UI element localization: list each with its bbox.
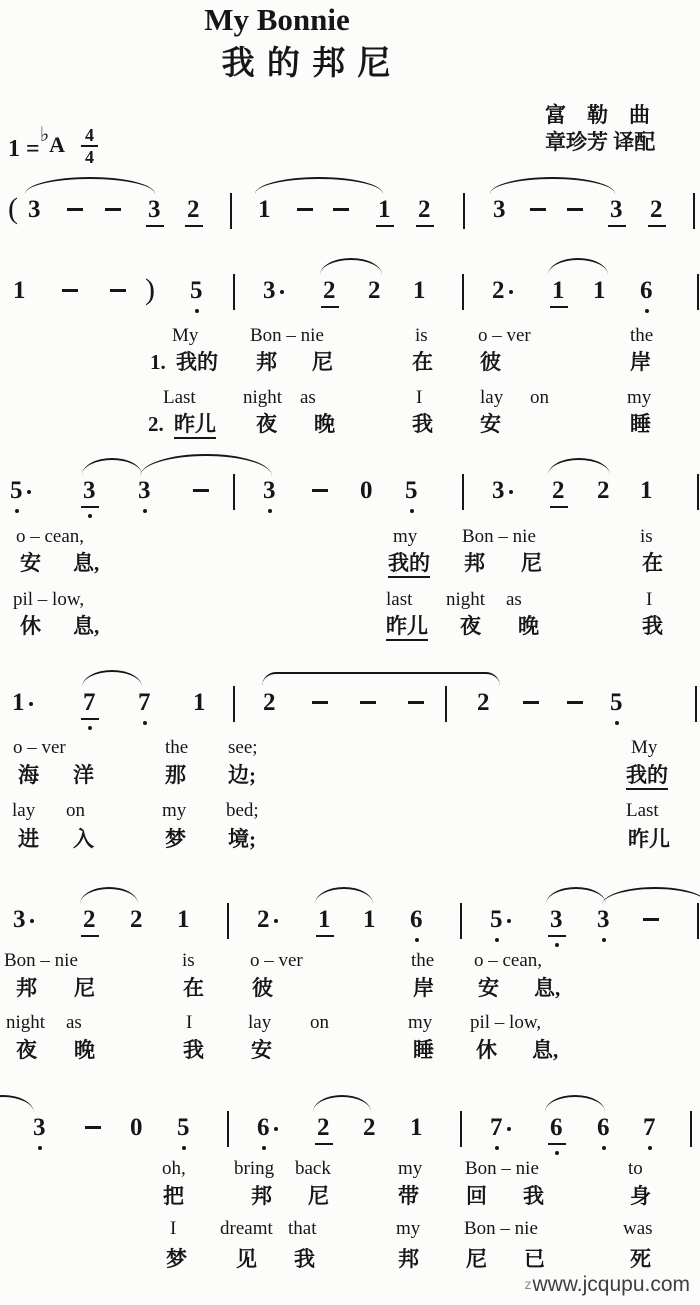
beam-underline [550, 506, 568, 508]
octave-dot [495, 938, 499, 942]
beam-underline [321, 306, 339, 308]
note-digit: 2 [83, 906, 96, 933]
slur-arc [82, 670, 142, 687]
lyric-en: see; [228, 737, 258, 758]
lyric-cn: 夜 [16, 1038, 37, 1062]
slur-arc [490, 177, 615, 194]
barline [460, 1111, 462, 1147]
lyric-en: night [243, 387, 283, 408]
note-digit: 5 [610, 689, 623, 716]
slur-arc [262, 672, 500, 690]
lyric-cn: 把 [163, 1184, 184, 1208]
note-digit: 2 [323, 277, 336, 304]
beam-underline [548, 1143, 566, 1145]
slur-arc [80, 887, 138, 904]
note-digit: 1 [640, 477, 653, 504]
lyric-cn: 睡 [413, 1038, 434, 1062]
lyric-en: o – ver [250, 950, 303, 971]
lyric-cn: 昨儿 [174, 413, 216, 439]
lyric-en: the [411, 950, 435, 971]
lyric-en: o – ver [13, 737, 66, 758]
octave-dot [495, 1146, 499, 1150]
dash-note [530, 208, 546, 211]
lyric-cn: 晚 [314, 412, 335, 436]
dash-note [523, 701, 539, 704]
slur-arc [315, 887, 373, 904]
lyric-en: on [66, 800, 85, 821]
note-digit: 2 [263, 689, 276, 716]
beam-underline [548, 935, 566, 937]
lyric-cn: 1. [150, 350, 166, 374]
lyric-en: My [631, 737, 658, 758]
note-digit: 3 [33, 1114, 46, 1141]
lyric-en: lay [480, 387, 504, 408]
lyric-cn: 我 [642, 614, 663, 638]
lyric-cn: 梦 [165, 827, 186, 851]
lyric-cn: 尼 [466, 1247, 487, 1271]
lyric-en: My [172, 325, 199, 346]
watermark [524, 1272, 690, 1297]
note-digit: 1 [177, 906, 190, 933]
lyric-en: I [416, 387, 423, 408]
octave-dot [410, 509, 414, 513]
lyric-en: on [310, 1012, 329, 1033]
octave-dot [88, 726, 92, 730]
note-digit: 2 [130, 906, 143, 933]
slur-arc [548, 258, 608, 275]
note-digit: 1 [363, 906, 376, 933]
lyric-cn: 安 [480, 412, 501, 436]
octave-dot [602, 938, 606, 942]
aug-dot [29, 702, 33, 706]
barline [233, 274, 235, 310]
note-digit: 2 [363, 1114, 376, 1141]
note-digit: 2 [317, 1114, 330, 1141]
note-digit: 1 [378, 196, 391, 223]
lyric-en: o – cean, [16, 526, 85, 547]
octave-dot [262, 1146, 266, 1150]
note-digit: 3 [493, 196, 506, 223]
lyric-cn: 夜 [460, 614, 481, 638]
lyric-en: my [393, 526, 418, 547]
octave-dot [143, 721, 147, 725]
lyric-en: bring [234, 1158, 275, 1179]
lyric-en: the [630, 325, 654, 346]
note-digit: 1 [552, 277, 565, 304]
barline [697, 274, 699, 310]
intro-paren: ( [8, 192, 18, 225]
lyric-cn: 死 [630, 1247, 651, 1271]
lyric-en: is [415, 325, 428, 346]
aug-dot [509, 290, 513, 294]
lyric-en: Bon – nie [250, 325, 324, 346]
beam-underline [608, 225, 626, 227]
aug-dot [27, 490, 31, 494]
slur-arc [140, 454, 272, 476]
lyric-cn: 邦 [256, 350, 277, 374]
barline [230, 193, 232, 229]
note-digit: 1 [318, 906, 331, 933]
octave-dot [143, 509, 147, 513]
lyric-en: on [530, 387, 549, 408]
aug-dot [30, 919, 34, 923]
lyric-en: my [408, 1012, 433, 1033]
slur-arc [313, 1095, 371, 1112]
octave-dot [555, 1151, 559, 1155]
barline [233, 686, 235, 722]
slur-arc [320, 258, 382, 275]
note-digit: 2 [477, 689, 490, 716]
note-digit: 2 [257, 906, 270, 933]
octave-dot [182, 1146, 186, 1150]
note-digit: 6 [597, 1114, 610, 1141]
lyric-cn: 2. [148, 412, 164, 436]
lyric-en: my [162, 800, 187, 821]
beam-underline [81, 506, 99, 508]
lyric-en: last [386, 589, 413, 610]
note-digit: 5 [10, 477, 23, 504]
note-digit: 1 [593, 277, 606, 304]
lyric-cn: 洋 [73, 763, 94, 787]
beam-underline [416, 225, 434, 227]
note-digit: 3 [83, 477, 96, 504]
lyric-en: my [396, 1218, 421, 1239]
lyric-en: my [627, 387, 652, 408]
lyric-cn: 邦 [398, 1247, 419, 1271]
dash-note [312, 489, 328, 492]
lyric-cn: 我的 [626, 764, 668, 790]
page-title: My Bonnie [204, 2, 350, 37]
slur-arc [546, 887, 606, 904]
lyric-cn: 我 [523, 1184, 544, 1208]
dash-note [297, 208, 313, 211]
rest-note: 0 [360, 477, 373, 504]
note-digit: 1 [413, 277, 426, 304]
note-digit: 2 [418, 196, 431, 223]
octave-dot [648, 1146, 652, 1150]
dash-note [360, 701, 376, 704]
dash-note [62, 289, 78, 292]
note-digit: 3 [13, 906, 26, 933]
beam-underline [316, 935, 334, 937]
note-digit: 7 [83, 689, 96, 716]
lyric-cn: 进 [18, 827, 39, 851]
lyric-en: night [6, 1012, 46, 1033]
lyric-en: Bon – nie [464, 1218, 538, 1239]
lyric-cn: 在 [642, 551, 663, 575]
octave-dot [88, 514, 92, 518]
dash-note [333, 208, 349, 211]
watermark-text: www.jcqupu.com [532, 1273, 690, 1296]
page-title-chinese: 我 的 邦 尼 [221, 46, 393, 82]
note-digit: 3 [263, 477, 276, 504]
lyric-en: oh, [162, 1158, 186, 1179]
rest-note: 0 [130, 1114, 143, 1141]
intro-paren: ) [145, 273, 155, 306]
lyric-cn: 彼 [252, 976, 273, 1000]
dash-note [85, 1126, 101, 1129]
octave-dot [645, 309, 649, 313]
octave-dot [268, 509, 272, 513]
note-digit: 1 [12, 689, 25, 716]
octave-dot [195, 309, 199, 313]
lyric-cn: 在 [412, 350, 433, 374]
aug-dot [507, 1127, 511, 1131]
lyric-en: lay [12, 800, 36, 821]
note-digit: 2 [187, 196, 200, 223]
lyric-cn: 尼 [521, 551, 542, 575]
lyric-en: to [628, 1158, 643, 1179]
lyric-en: o – cean, [474, 950, 543, 971]
note-digit: 7 [490, 1114, 503, 1141]
octave-dot [38, 1146, 42, 1150]
lyric-cn: 息, [73, 551, 100, 575]
slur-arc [602, 887, 700, 905]
dash-note [193, 489, 209, 492]
aug-dot [280, 290, 284, 294]
dash-note [567, 701, 583, 704]
note-digit: 3 [138, 477, 151, 504]
beam-underline [315, 1143, 333, 1145]
lyric-cn: 岸 [630, 350, 651, 374]
beam-underline [376, 225, 394, 227]
octave-dot [555, 943, 559, 947]
lyric-en: Bon – nie [4, 950, 78, 971]
lyric-cn: 入 [73, 827, 94, 851]
lyric-en: Last [626, 800, 659, 821]
barline [693, 193, 695, 229]
lyric-cn: 我的 [388, 552, 430, 578]
lyric-en: Bon – nie [465, 1158, 539, 1179]
slur-arc [545, 1095, 605, 1112]
lyric-cn: 我 [294, 1247, 315, 1271]
dash-note [110, 289, 126, 292]
barline [233, 474, 235, 510]
barline [462, 474, 464, 510]
lyric-cn: 已 [524, 1247, 545, 1271]
lyric-en: dreamt [220, 1218, 273, 1239]
lyric-en: as [506, 589, 522, 610]
note-digit: 1 [410, 1114, 423, 1141]
beam-underline [550, 306, 568, 308]
slur-arc [548, 458, 610, 475]
note-digit: 3 [148, 196, 161, 223]
lyric-cn: 境; [228, 827, 256, 851]
lyric-cn: 昨儿 [628, 827, 670, 851]
aug-dot [274, 919, 278, 923]
note-digit: 2 [368, 277, 381, 304]
dash-note [408, 701, 424, 704]
barline [695, 686, 697, 722]
note-digit: 6 [550, 1114, 563, 1141]
note-digit: 2 [492, 277, 505, 304]
lyric-cn: 海 [18, 763, 39, 787]
note-digit: 6 [640, 277, 653, 304]
key-tonic: 1 = [8, 136, 40, 162]
lyric-en: I [170, 1218, 177, 1239]
octave-dot [15, 509, 19, 513]
beam-underline [81, 935, 99, 937]
lyric-cn: 我 [183, 1038, 204, 1062]
barline [462, 274, 464, 310]
barline [463, 193, 465, 229]
flat-icon: ♭ [39, 122, 50, 146]
beam-underline [146, 225, 164, 227]
note-digit: 1 [258, 196, 271, 223]
note-digit: 7 [138, 689, 151, 716]
lyric-cn: 晚 [518, 614, 539, 638]
lyric-en: my [398, 1158, 423, 1179]
lyric-cn: 邦 [464, 551, 485, 575]
note-digit: 5 [490, 906, 503, 933]
lyric-en: I [646, 589, 653, 610]
lyric-en: o – ver [478, 325, 531, 346]
dash-note [567, 208, 583, 211]
barline [227, 903, 229, 939]
note-digit: 3 [597, 906, 610, 933]
note-digit: 3 [263, 277, 276, 304]
note-digit: 2 [552, 477, 565, 504]
lyric-en: pil – low, [13, 589, 85, 610]
lyric-en: as [66, 1012, 82, 1033]
slur-arc [255, 177, 383, 194]
lyric-cn: 我 [412, 412, 433, 436]
barline [227, 1111, 229, 1147]
lyric-cn: 岸 [413, 976, 434, 1000]
lyric-en: is [182, 950, 195, 971]
slur-arc [0, 1095, 34, 1113]
note-digit: 1 [193, 689, 206, 716]
lyric-cn: 晚 [74, 1038, 95, 1062]
beam-underline [185, 225, 203, 227]
beam-underline [648, 225, 666, 227]
lyric-cn: 安 [251, 1038, 272, 1062]
lyric-cn: 安 [478, 976, 499, 1000]
note-digit: 7 [643, 1114, 656, 1141]
lyric-cn: 尼 [312, 350, 333, 374]
lyric-en: the [165, 737, 189, 758]
lyric-en: Bon – nie [462, 526, 536, 547]
time-signature-unit: 4 [85, 147, 95, 167]
lyric-cn: 边; [228, 763, 256, 787]
barline [697, 903, 699, 939]
lyric-cn: 回 [466, 1184, 487, 1208]
note-digit: 6 [257, 1114, 270, 1141]
lyric-en: that [288, 1218, 317, 1239]
lyric-cn: 睡 [630, 412, 651, 436]
octave-dot [415, 938, 419, 942]
lyric-cn: 休 [476, 1038, 497, 1062]
lyric-en: lay [248, 1012, 272, 1033]
lyric-cn: 那 [165, 763, 186, 787]
lyric-cn: 尼 [74, 976, 95, 1000]
note-digit: 3 [610, 196, 623, 223]
lyric-cn: 梦 [166, 1247, 187, 1271]
dash-note [643, 918, 659, 921]
lyric-en: bed; [226, 800, 259, 821]
lyric-cn: 彼 [480, 350, 501, 374]
note-digit: 5 [190, 277, 203, 304]
aug-dot [274, 1127, 278, 1131]
lyric-cn: 在 [183, 976, 204, 1000]
lyric-cn: 身 [630, 1184, 651, 1208]
note-digit: 1 [13, 277, 26, 304]
lyric-en: pil – low, [470, 1012, 542, 1033]
lyric-cn: 安 [20, 551, 41, 575]
translator-credit: 章珍芳 译配 [545, 130, 656, 154]
slur-arc [25, 177, 155, 194]
octave-dot [615, 721, 619, 725]
barline [690, 1111, 692, 1147]
note-digit: 5 [177, 1114, 190, 1141]
lyric-cn: 夜 [256, 412, 277, 436]
lyric-cn: 昨儿 [386, 615, 428, 641]
barline [445, 686, 447, 722]
key-letter: A [49, 132, 66, 157]
octave-dot [602, 1146, 606, 1150]
note-digit: 2 [597, 477, 610, 504]
barline [697, 474, 699, 510]
note-digit: 3 [492, 477, 505, 504]
lyric-cn: 带 [398, 1184, 419, 1208]
dash-note [312, 701, 328, 704]
dash-note [67, 208, 83, 211]
lyric-cn: 尼 [308, 1184, 329, 1208]
time-signature-beats: 4 [85, 125, 95, 145]
note-digit: 3 [550, 906, 563, 933]
beam-underline [81, 718, 99, 720]
lyric-cn: 息, [532, 1038, 559, 1062]
lyric-en: night [446, 589, 486, 610]
lyric-cn: 休 [20, 614, 41, 638]
lyric-en: was [623, 1218, 653, 1239]
lyric-cn: 邦 [16, 976, 37, 1000]
lyric-en: I [186, 1012, 193, 1033]
barline [460, 903, 462, 939]
dash-note [105, 208, 121, 211]
composer-credit: 富 勒 曲 [545, 103, 650, 127]
aug-dot [507, 919, 511, 923]
note-digit: 3 [28, 196, 41, 223]
lyric-en: back [295, 1158, 331, 1179]
lyric-cn: 息, [534, 976, 561, 1000]
note-digit: 2 [650, 196, 663, 223]
note-digit: 5 [405, 477, 418, 504]
aug-dot [509, 490, 513, 494]
lyric-cn: 邦 [251, 1184, 272, 1208]
watermark-prefix: z [524, 1276, 532, 1292]
note-digit: 6 [410, 906, 423, 933]
lyric-en: Last [163, 387, 196, 408]
lyric-cn: 我的 [176, 350, 218, 374]
slur-arc [82, 458, 142, 475]
lyric-cn: 见 [236, 1247, 257, 1271]
lyric-en: is [640, 526, 653, 547]
lyric-en: as [300, 387, 316, 408]
lyric-cn: 息, [73, 614, 100, 638]
